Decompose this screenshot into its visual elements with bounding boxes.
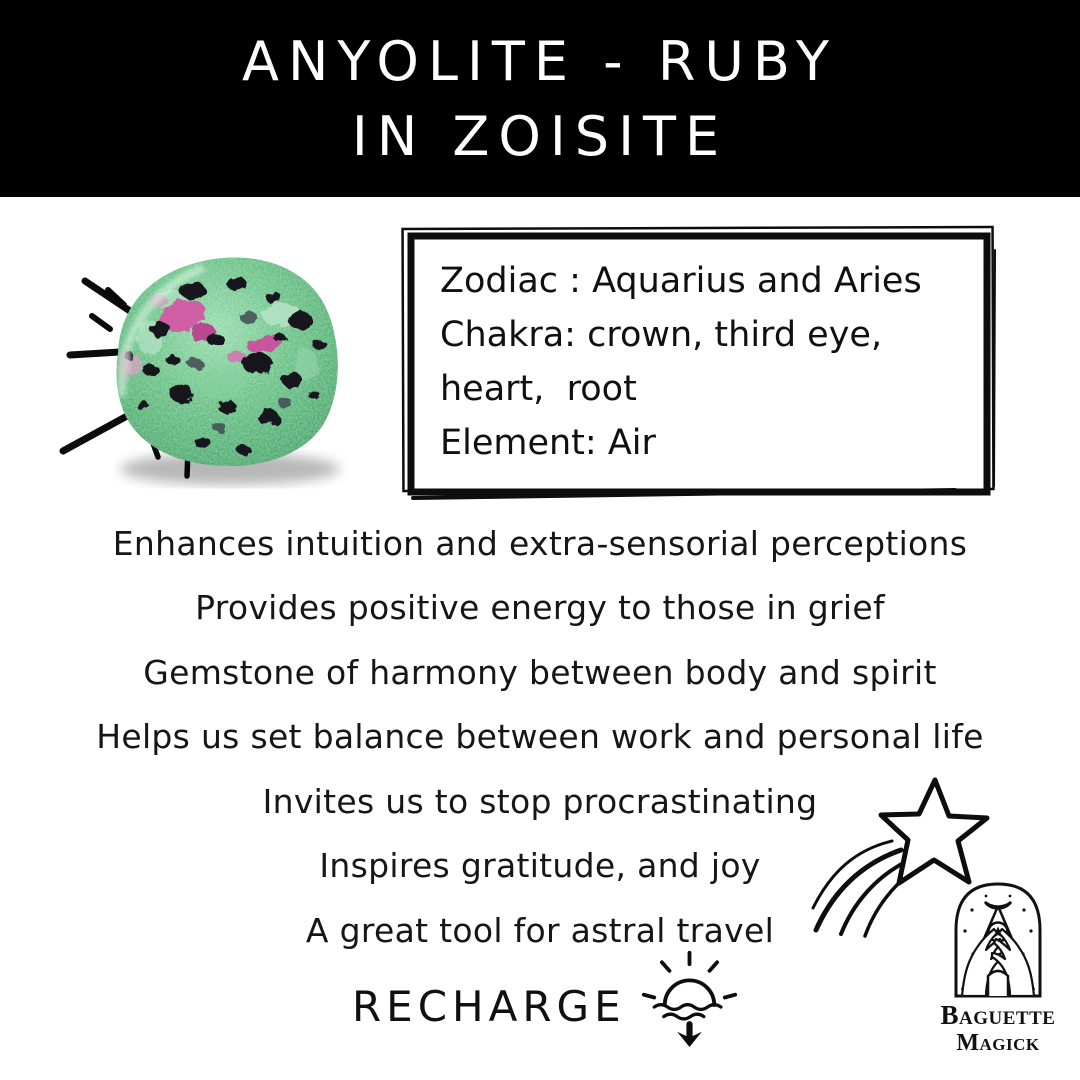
property-line: A great tool for astral travel [305,910,775,950]
zodiac-line: Zodiac : Aquarius and Aries [440,261,922,301]
chakra-line-2: heart, root [440,369,637,409]
property-line: Provides positive energy to those in grief [195,588,885,628]
info-box-text [440,254,970,470]
property-line: Helps us set balance between work and personal life [96,717,984,757]
hands-moon-star-arch-emblem [948,876,1048,1000]
brand-name-line-1: Baguette [940,1000,1056,1030]
property-line: Enhances intuition and extra-sensorial perceptions [112,523,968,563]
title-line-1: ANYOLITE - RUBY [242,29,838,93]
property-line: Gemstone of harmony between body and spirit [143,652,937,692]
ruby-in-zoisite-stone [110,253,345,473]
chakra-line: Chakra: crown, third eye, [440,315,883,355]
property-line: Inspires gratitude, and joy [319,846,761,886]
brand-logo [933,876,1063,1056]
sunset-down-arrow-icon [641,948,738,1048]
header-banner [0,0,1080,197]
brand-name-line-2: Magick [956,1030,1040,1056]
recharge-label: RECHARGE [352,982,626,1031]
title-line-2: IN ZOISITE [351,104,729,168]
element-line: Element: Air [440,423,656,463]
stone-illustration [30,243,365,498]
property-line: Invites us to stop procrastinating [262,781,818,821]
doorway [988,971,1008,996]
